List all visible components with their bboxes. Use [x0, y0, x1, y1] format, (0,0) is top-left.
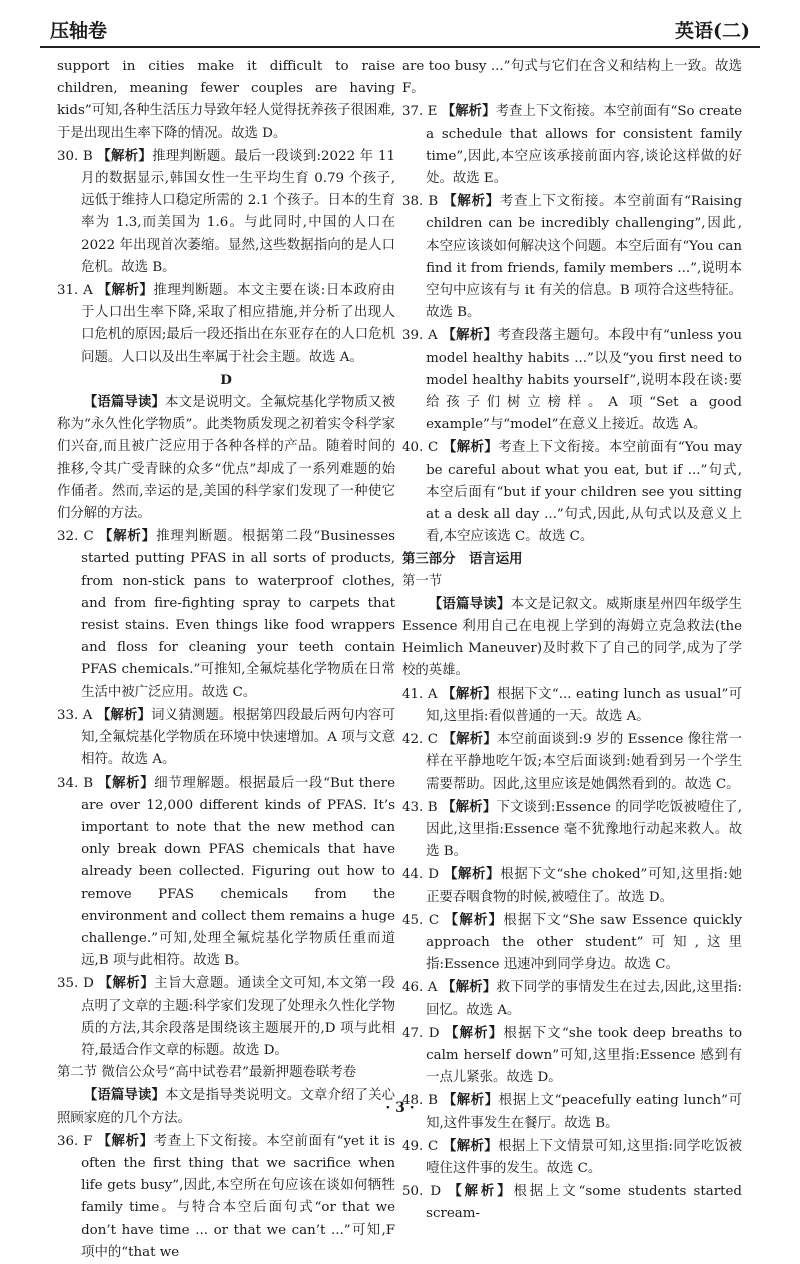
- guide-tag: 【语篇导读】: [83, 1087, 166, 1104]
- guide-text: 本文是说明文。全氟烷基化学物质又被称为“永久性化学物质”。此类物质发现之初着实令科学家们兴奋,而且被广泛应用于各种各样的产品。随着时间的推移,令其广受青睐的众多“优点”却成了一系列难题的始作俑者。然而,幸运的是,美国的科学家们发现了一种使它们分解的方法。: [57, 395, 396, 522]
- passage-guide: [57, 391, 395, 525]
- answer-number: 33. A: [57, 707, 93, 723]
- passage-guide: [402, 593, 747, 683]
- section-letter: D: [220, 371, 232, 388]
- page-header: [40, 10, 760, 48]
- analysis-text: 词义猜测题。根据第四段最后两句内容可知,全氟烷基化学物质在环境中快速增加。A 项与文意相符。故选 A。: [81, 707, 396, 768]
- answer-number: 35. D: [57, 976, 94, 992]
- analysis-text: 根据下文“... eating lunch as usual”可知,这里指:看似普通的一天。故选 A。: [426, 686, 743, 724]
- answer-item: [402, 683, 742, 728]
- guide-text: 本文是记叙文。威斯康星州四年级学生 Essence 利用自己在电视上学到的海姆立克急救法(the Heimlich Maneuver)及时救下了自己的同学,成为了学校的英雄。: [402, 596, 747, 679]
- header-right-title: 英语(二): [675, 20, 750, 42]
- paragraph: are too busy ...”句式与它们在含义和结构上一致。故选 F。: [402, 59, 747, 97]
- answer-item: [402, 100, 747, 190]
- answer-item: [57, 772, 400, 973]
- answer-number: 45. C: [402, 912, 440, 928]
- analysis-tag: 【解析】: [448, 1183, 514, 1200]
- analysis-tag: 【解析】: [97, 147, 153, 164]
- answer-number: 39. A: [402, 328, 438, 344]
- analysis-text: 根据上文“peacefully eating lunch”可知,这件事发生在餐厅。故选 B。: [426, 1093, 742, 1131]
- analysis-text: 考查段落主题句。本段中有“unless you model healthy habits ...”以及“you first need to model healthy habits yourself”,说明本段在谈:要给孩子们树立榜样。A 项“Set a good example”与“model”在意义上接近。故选 A。: [426, 328, 747, 433]
- analysis-tag: 【解析】: [97, 282, 154, 299]
- analysis-text: 本空前面谈到:9 岁的 Essence 像往常一样在平静地吃午饭;本空后面谈到:她看到另一个学生需要帮助。因此,这里应该是她偶然看到的。故选 C。: [426, 732, 742, 792]
- answer-item: [57, 525, 400, 704]
- analysis-text: 根据上文“some students started scream-: [426, 1184, 747, 1222]
- paragraph: 第一节: [402, 573, 443, 589]
- analysis-text: 救下同学的事情发生在过去,因此,这里指:回忆。故选 A。: [426, 980, 743, 1018]
- answer-number: 49. C: [402, 1138, 439, 1154]
- answer-item: [402, 796, 742, 864]
- answer-item: [57, 145, 400, 279]
- right-column: [402, 56, 747, 1226]
- guide-text: 本文是指导类说明文。文章介绍了关心照顾家庭的几个方法。: [57, 1088, 396, 1126]
- analysis-text: 根据上下文情景可知,这里指:同学吃饭被噎住这件事的发生。故选 C。: [426, 1138, 742, 1176]
- answer-item: [402, 863, 742, 908]
- analysis-text: 主旨大意题。通读全文可知,本文第一段点明了文章的主题:科学家们发现了处理永久性化学物质的方法,其余段落是围绕该主题展开的,D 项与此相符,最适合作文章的标题。故选 D。: [81, 976, 395, 1058]
- analysis-text: 考查上下文衔接。本空前面有“You may be careful about what you eat, but if ...”句式,本空后面有“but if your children see you sitting at a desk all day ...”句式,因此,从句式以及意义上看,本空应该选 C。故选 C。: [426, 440, 747, 545]
- analysis-tag: 【解析】: [443, 193, 500, 210]
- answer-item: [402, 1135, 742, 1180]
- answer-number: 42. C: [402, 732, 439, 748]
- analysis-tag: 【解析】: [442, 798, 497, 815]
- answer-number: 38. B: [402, 194, 439, 210]
- answer-item: [402, 1180, 747, 1225]
- analysis-tag: 【解析】: [444, 911, 504, 928]
- analysis-tag: 【解析】: [98, 774, 155, 791]
- paragraph: support in cities make it difficult to raise children, meaning fewer couples are having kids”可知,各种生活压力导致年轻人觉得抚养孩子很困难,于是出现出生率下降的情况。故选 D。: [57, 59, 400, 141]
- answer-item: [57, 1130, 400, 1264]
- answer-item: [57, 279, 395, 369]
- analysis-tag: 【解析】: [441, 103, 496, 120]
- answer-number: 37. E: [402, 104, 438, 120]
- analysis-tag: 【解析】: [442, 439, 499, 456]
- analysis-tag: 【解析】: [443, 866, 501, 883]
- answer-item: [402, 436, 747, 548]
- analysis-text: 下文谈到:Essence 的同学吃饭被噎住了,因此,这里指:Essence 毫不犹豫地行动起来救人。故选 B。: [426, 799, 742, 860]
- answer-item: [57, 972, 395, 1062]
- answer-number: 43. B: [402, 799, 438, 815]
- analysis-tag: 【解析】: [98, 528, 157, 545]
- left-column: [57, 56, 400, 1264]
- answer-number: 40. C: [402, 440, 439, 456]
- answer-number: 48. B: [402, 1093, 438, 1109]
- answer-number: 46. A: [402, 980, 438, 996]
- analysis-tag: 【解析】: [442, 1137, 499, 1154]
- analysis-text: 考查上下文衔接。本空前面有“So create a schedule that allows for consistent family time”,因此,本空应该承接前面内容,谈论这样做的好处。故选 E。: [426, 104, 747, 187]
- answer-item: [402, 909, 747, 977]
- analysis-tag: 【解析】: [442, 979, 497, 996]
- analysis-tag: 【解析】: [442, 685, 497, 702]
- analysis-text: 根据下文“She saw Essence quickly approach the other student”可知,这里指:Essence 迅速冲到同学身边。故选 C。: [426, 912, 747, 973]
- answer-item: [57, 704, 395, 772]
- answer-number: 32. C: [57, 529, 94, 545]
- paragraph: 第二节 微信公众号“高中试卷君”最新押题卷联考卷: [57, 1065, 357, 1081]
- answer-number: 50. D: [402, 1184, 442, 1200]
- analysis-tag: 【解析】: [98, 975, 155, 992]
- analysis-text: 考查上下文衔接。本空前面有“yet it is often the first thing that we sacrifice when life gets busy”,因此,本空所在句应该在谈如何牺牲 family time。与特合本空后面句式“or that we don’t have time ... or that we can’t ...”可知,F 项中的“that we: [81, 1133, 400, 1260]
- answer-number: 36. F: [57, 1133, 93, 1149]
- header-left-title: 压轴卷: [50, 20, 108, 42]
- answer-number: 31. A: [57, 283, 93, 299]
- analysis-text: 推理判断题。本文主要在谈:日本政府由于人口出生率下降,采取了相应措施,并分析了出现人口危机的原因;最后一段还指出在东亚存在的人口危机问题。人口以及出生率属于社会主题。故选 A。: [81, 283, 395, 365]
- analysis-text: 根据下文“she choked”可知,这里指:她正要吞咽食物的时候,被噎住了。故选 D。: [426, 867, 743, 905]
- answer-number: 44. D: [402, 867, 439, 883]
- answer-item: [402, 190, 747, 324]
- answer-item: [402, 976, 742, 1021]
- answer-item: [402, 324, 747, 436]
- answer-item: [402, 728, 742, 796]
- analysis-tag: 【解析】: [96, 706, 152, 723]
- part-heading: 第三部分 语言运用: [402, 551, 523, 568]
- answer-number: 34. B: [57, 775, 94, 791]
- analysis-text: 推理判断题。根据第二段“Businesses started putting PFAS in all sorts of products, from non-stick pans to waterproof clothes, and from fire-fighting spray to carpets that resist stains. Even things like food wrappers and floss for cleaning your teeth contain PFAS chemicals.”可推知,全氟烷基化学物质在日常生活中被广泛应用。故选 C。: [81, 529, 400, 700]
- analysis-tag: 【解析】: [442, 731, 497, 748]
- answer-number: 47. D: [402, 1025, 440, 1041]
- analysis-tag: 【解析】: [442, 327, 498, 344]
- analysis-text: 根据下文“she took deep breaths to calm herself down”可知,这里指:Essence 感到有一点儿紧张。故选 D。: [426, 1025, 747, 1086]
- answer-number: 30. B: [57, 148, 93, 164]
- answer-number: 41. A: [402, 686, 438, 702]
- page-number: · 3 ·: [385, 1100, 415, 1116]
- analysis-tag: 【解析】: [97, 1132, 154, 1149]
- guide-tag: 【语篇导读】: [83, 394, 166, 411]
- analysis-tag: 【解析】: [445, 1024, 504, 1041]
- analysis-text: 推理判断题。最后一段谈到:2022 年 11 月的数据显示,韩国女性一生平均生育 0.79 个孩子,远低于维持人口稳定所需的 2.1 个孩子。日本的生育率为 1.3,而美国为 1.6。与此同时,中国的人口在 2022 年出现首次萎缩。显然,这些数据指向的是人口危机。故选 B。: [81, 148, 400, 275]
- analysis-text: 考查上下文衔接。本空前面有“Raising children can be incredibly challenging”,因此,本空应该谈如何解决这个问题。本空后面有“You can find it from friends, family members ...”,说明本空句中应该有与 it 有关的信息。B 项符合这些特征。故选 B。: [426, 194, 747, 321]
- answer-item: [402, 1022, 747, 1090]
- analysis-text: 细节理解题。根据最后一段“But there are over 12,000 different kinds of PFAS. It’s important to note that the new method can only break down PFAS chemicals that have already been collected. Figuring out how to remove PFAS chemicals from the environment and collect them remains a huge challenge.”可知,处理全氟烷基化学物质任重而道远,B 项与此相符。故选 B。: [81, 775, 400, 969]
- guide-tag: 【语篇导读】: [428, 595, 511, 612]
- analysis-tag: 【解析】: [442, 1092, 499, 1109]
